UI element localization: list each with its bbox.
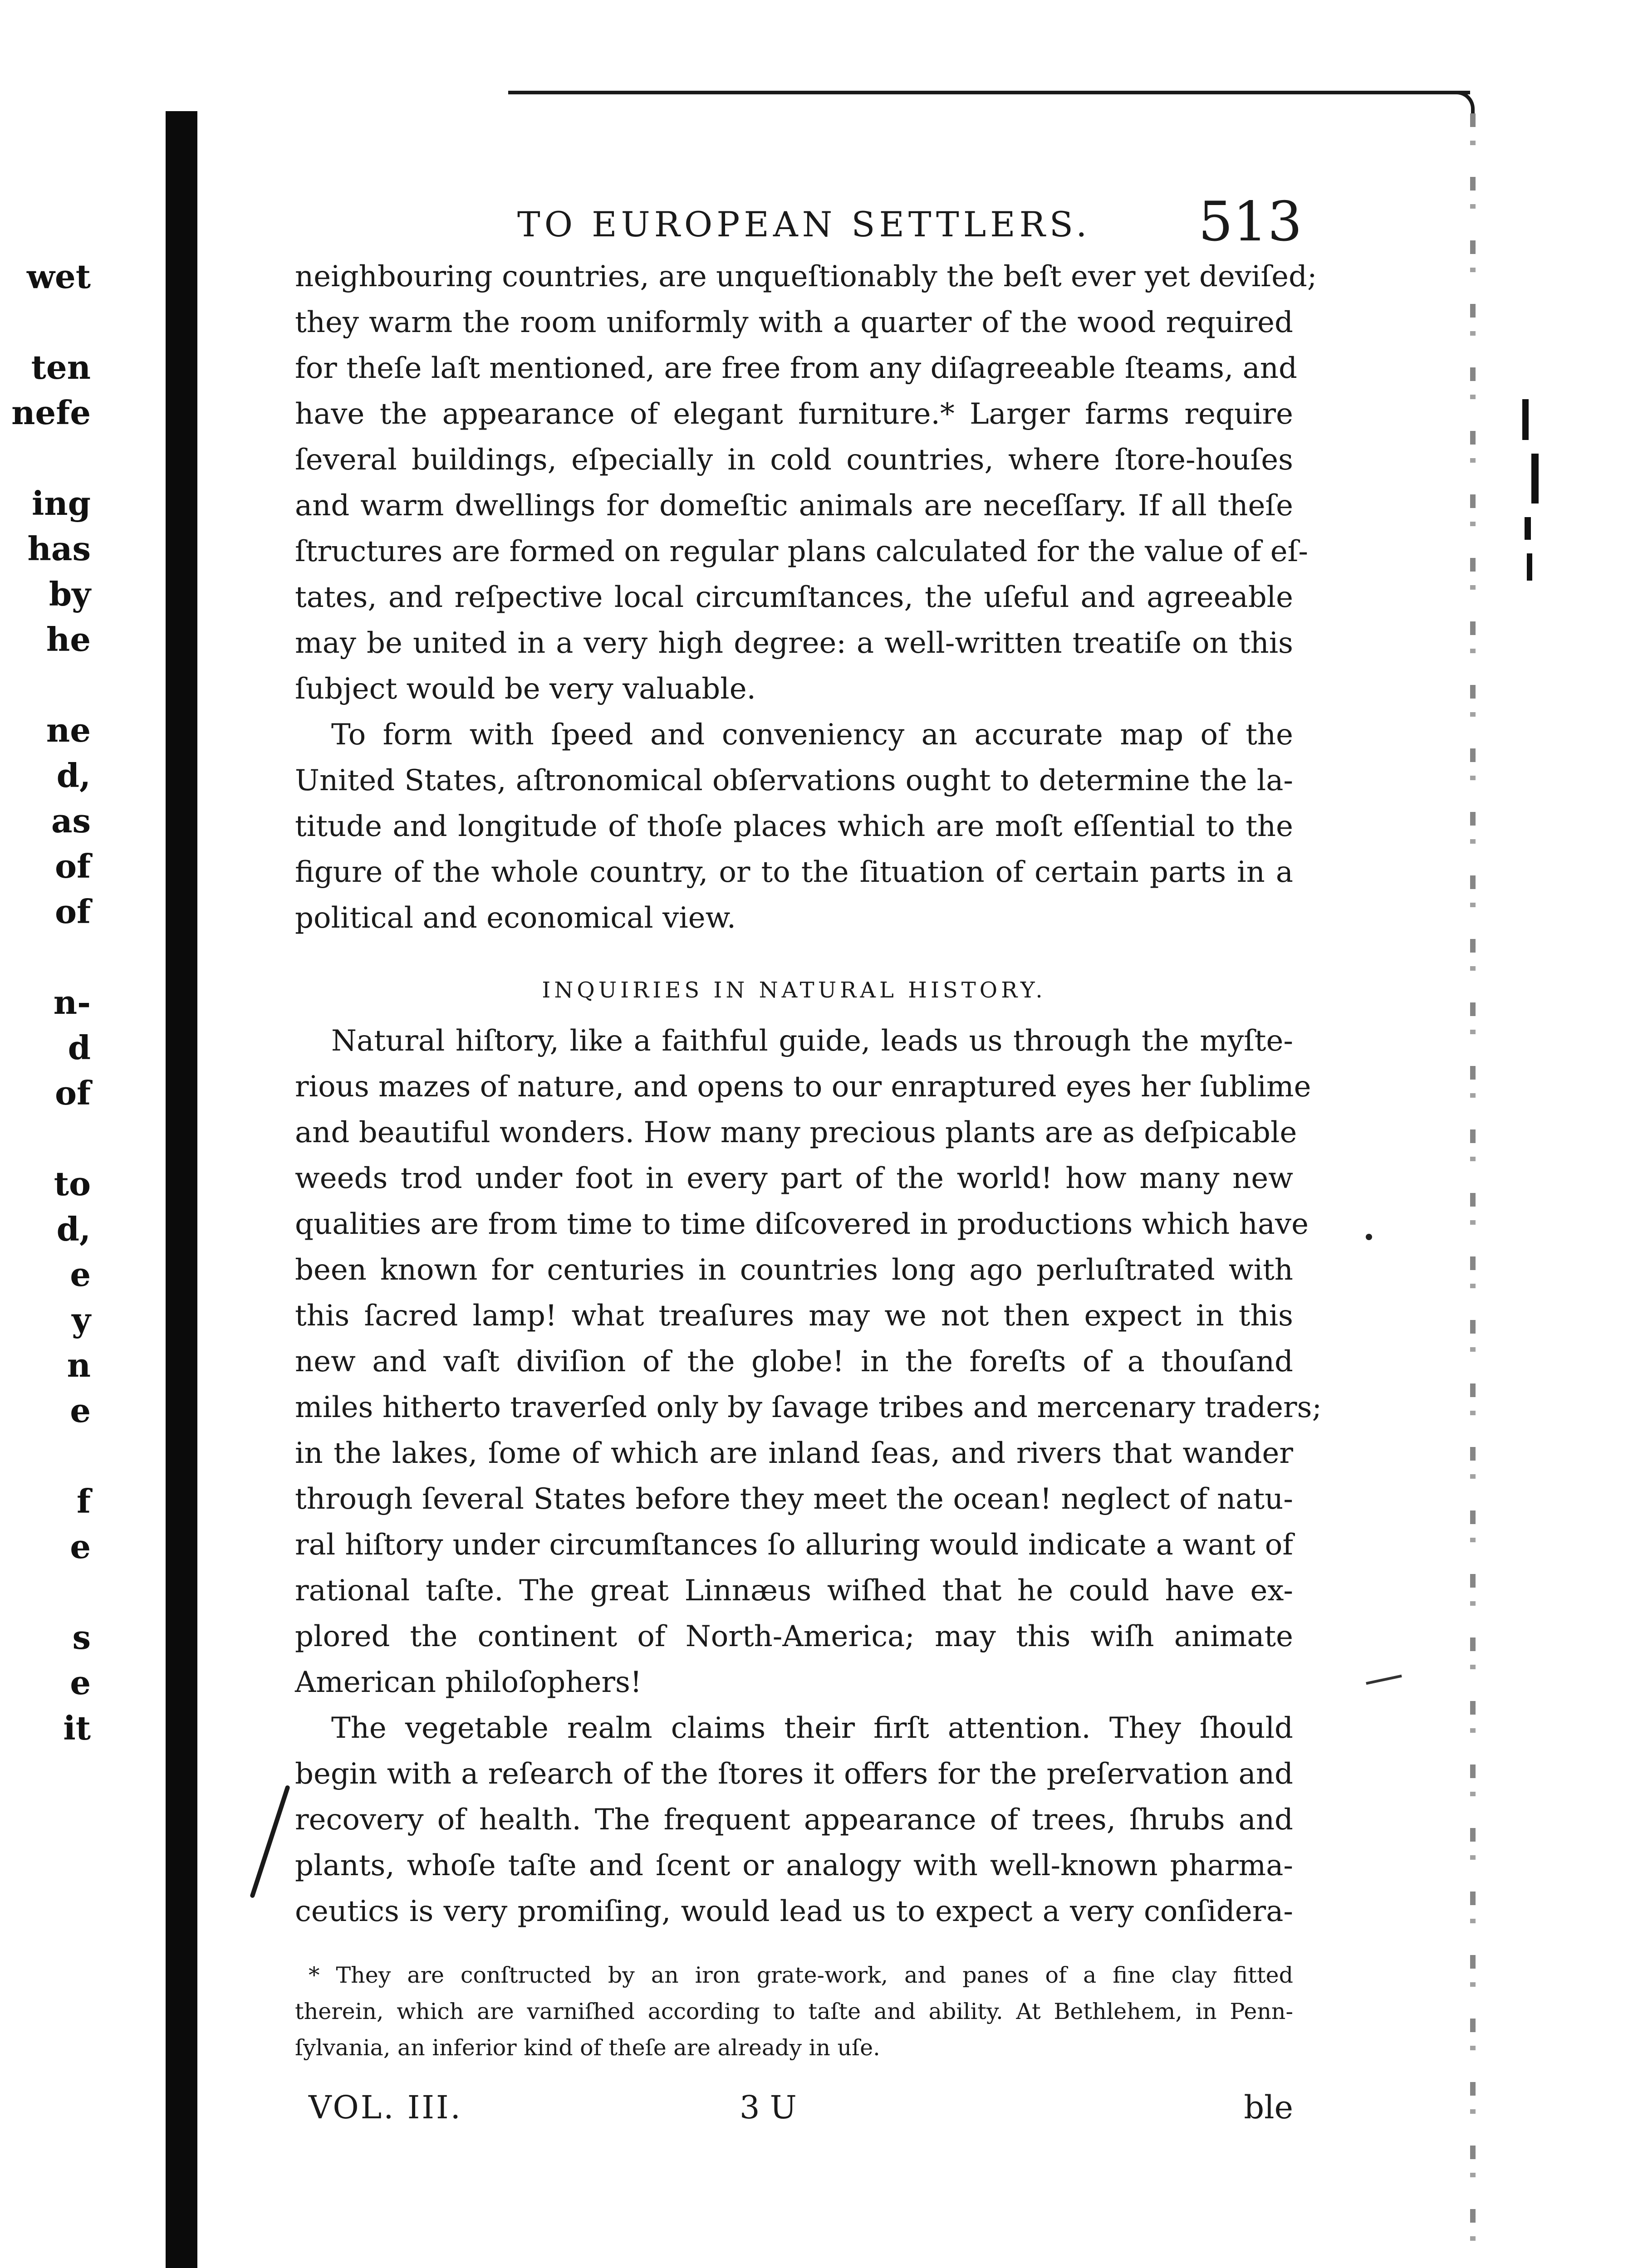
bleed-fragment: e xyxy=(70,1527,91,1566)
running-title: TO EUROPEAN SETTLERS. xyxy=(517,204,1091,244)
text-line: plored the continent of North-America; may this wiſh animate xyxy=(295,1620,1293,1653)
running-head xyxy=(295,191,1302,254)
text-line: ſeveral buildings, eſpecially in cold countries, where ſtore-houſes xyxy=(295,443,1293,477)
volume-signature: VOL. III. xyxy=(309,2089,462,2126)
facing-page-bleed xyxy=(0,254,91,1751)
text-line: begin with a reſearch of the ſtores it offers for the preſervation and xyxy=(295,1757,1293,1791)
text-line: The vegetable realm claims their firſt attention. They ſhould xyxy=(331,1711,1293,1745)
margin-ink-stroke xyxy=(1366,1675,1402,1685)
text-line: qualities are from time to time diſcovered in productions which have xyxy=(295,1207,1309,1241)
bleed-fragment: of xyxy=(55,847,91,885)
right-page-edge xyxy=(1470,113,1476,2245)
bleed-fragment: nefe xyxy=(11,393,91,432)
text-line: political and economical view. xyxy=(295,901,736,935)
bleed-fragment: d, xyxy=(56,1210,91,1248)
bleed-fragment: he xyxy=(46,620,91,659)
text-line: figure of the whole country, or to the ſituation of certain parts in a xyxy=(295,855,1293,889)
text-line: through ſeveral States before they meet the ocean! neglect of natu- xyxy=(295,1482,1293,1516)
text-line: titude and longitude of thoſe places which are moſt eſſential to the xyxy=(295,810,1293,843)
text-line: weeds trod under foot in every part of the world! how many new xyxy=(295,1162,1293,1195)
bleed-fragment: n xyxy=(67,1346,91,1384)
text-line: tates, and reſpective local circumſtances, the uſeful and agreeable xyxy=(295,581,1293,614)
text-line: may be united in a very high degree: a well-written treatiſe on this xyxy=(295,626,1293,660)
bleed-fragment: y xyxy=(72,1300,91,1339)
text-line: ceutics is very promiſing, would lead us to expect a very conſidera- xyxy=(295,1895,1293,1928)
bleed-fragment: ing xyxy=(31,484,91,523)
bleed-fragment: n- xyxy=(53,983,91,1022)
text-line: United States, aſtronomical obſervations ought to determine the la- xyxy=(295,764,1293,797)
bleed-fragment: to xyxy=(54,1164,91,1203)
bleed-fragment: f xyxy=(77,1482,91,1520)
bleed-fragment: e xyxy=(70,1391,91,1430)
bleed-fragment: ten xyxy=(31,348,91,386)
footnote-line: ſylvania, an inferior kind of theſe are already in uſe. xyxy=(295,2035,880,2061)
text-line: have the appearance of elegant furniture.* Larger farms require xyxy=(295,397,1293,431)
text-line: To form with ſpeed and conveniency an accurate map of the xyxy=(331,718,1293,752)
footnote-line: therein, which are varniſhed according to taſte and ability. At Bethlehem, in Penn- xyxy=(295,1999,1293,2024)
bleed-fragment: as xyxy=(51,802,91,840)
bleed-fragment xyxy=(0,934,91,980)
text-line: in the lakes, ſome of which are inland ſeas, and rivers that wander xyxy=(295,1437,1293,1470)
footnote xyxy=(295,1957,1293,2066)
bleed-fragment: of xyxy=(55,892,91,931)
left-ink-stroke xyxy=(250,1785,290,1898)
bleed-fragment: d xyxy=(68,1028,91,1067)
bleed-fragment xyxy=(0,662,91,708)
text-line: for theſe laſt mentioned, are free from any diſagreeable ſteams, and xyxy=(295,352,1297,385)
paragraph xyxy=(295,1706,1293,1935)
text-line: rational taſte. The great Linnæus wiſhed that he could have ex- xyxy=(295,1574,1293,1608)
text-line: been known for centuries in countries long ago perluſtrated with xyxy=(295,1253,1293,1287)
bleed-fragment: by xyxy=(49,575,91,613)
text-line: and warm dwellings for domeſtic animals are neceſſary. If all theſe xyxy=(295,489,1293,523)
paragraph xyxy=(295,712,1293,941)
catchword: ble xyxy=(1244,2089,1293,2126)
text-line: this ſacred lamp! what treaſures may we not then expect in this xyxy=(295,1299,1293,1333)
text-line: neighbouring countries, are unqueſtionably the beſt ever yet deviſed; xyxy=(295,260,1317,293)
section-heading: INQUIRIES IN NATURAL HISTORY. xyxy=(542,978,1046,1003)
text-line: plants, whoſe taſte and ſcent or analogy with well-known pharma- xyxy=(295,1849,1293,1882)
text-line: new and vaſt diviſion of the globe! in the foreſts of a thouſand xyxy=(295,1345,1293,1378)
bleed-fragment: wet xyxy=(26,257,91,296)
text-line: Natural hiſtory, like a faithful guide, leads us through the myſte- xyxy=(331,1024,1293,1058)
bleed-fragment: ne xyxy=(46,711,91,749)
text-line: ral hiſtory under circumſtances ſo alluring would indicate a want of xyxy=(295,1528,1293,1562)
bleed-fragment: e xyxy=(70,1255,91,1294)
text-line: rious mazes of nature, and opens to our enraptured eyes her ſublime xyxy=(295,1070,1311,1104)
right-margin-marks xyxy=(1513,399,1540,635)
bleed-fragment: s xyxy=(72,1618,91,1657)
bleed-fragment: it xyxy=(63,1709,91,1747)
top-edge-rule xyxy=(508,91,1470,94)
body-text xyxy=(295,254,1322,2066)
bleed-fragment xyxy=(0,1116,91,1161)
bleed-fragment: d, xyxy=(56,756,91,795)
binding-gutter-shadow xyxy=(166,111,197,2268)
text-line: ſtructures are formed on regular plans calculated for the value of eſ- xyxy=(295,535,1308,568)
text-line: miles hitherto traverſed only by ſavage tribes and mercenary traders; xyxy=(295,1391,1322,1424)
book-page xyxy=(295,191,1322,2143)
paragraph xyxy=(295,254,1317,712)
text-line: American philoſophers! xyxy=(295,1666,642,1699)
bleed-fragment xyxy=(0,1569,91,1615)
margin-ink-dot xyxy=(1366,1234,1372,1240)
bleed-fragment: of xyxy=(55,1074,91,1112)
text-line: recovery of health. The frequent appearance of trees, ſhrubs and xyxy=(295,1803,1293,1837)
bleed-fragment: e xyxy=(70,1663,91,1702)
footnote-line: * They are conſtructed by an iron grate-work, and panes of a fine clay fitted xyxy=(309,1962,1293,1988)
page-number: 513 xyxy=(1198,191,1302,254)
bleed-fragment xyxy=(0,1433,91,1479)
page-footer xyxy=(295,2089,1293,2143)
bleed-fragment xyxy=(0,299,91,345)
signature-mark: 3 U xyxy=(740,2089,797,2126)
bleed-fragment: has xyxy=(27,529,91,568)
text-line: they warm the room uniformly with a quarter of the wood required xyxy=(295,306,1293,339)
text-line: and beautiful wonders. How many precious plants are as deſpicable xyxy=(295,1116,1297,1149)
paragraph xyxy=(295,1018,1322,1706)
bleed-fragment xyxy=(0,435,91,481)
text-line: ſubject would be very valuable. xyxy=(295,672,756,706)
